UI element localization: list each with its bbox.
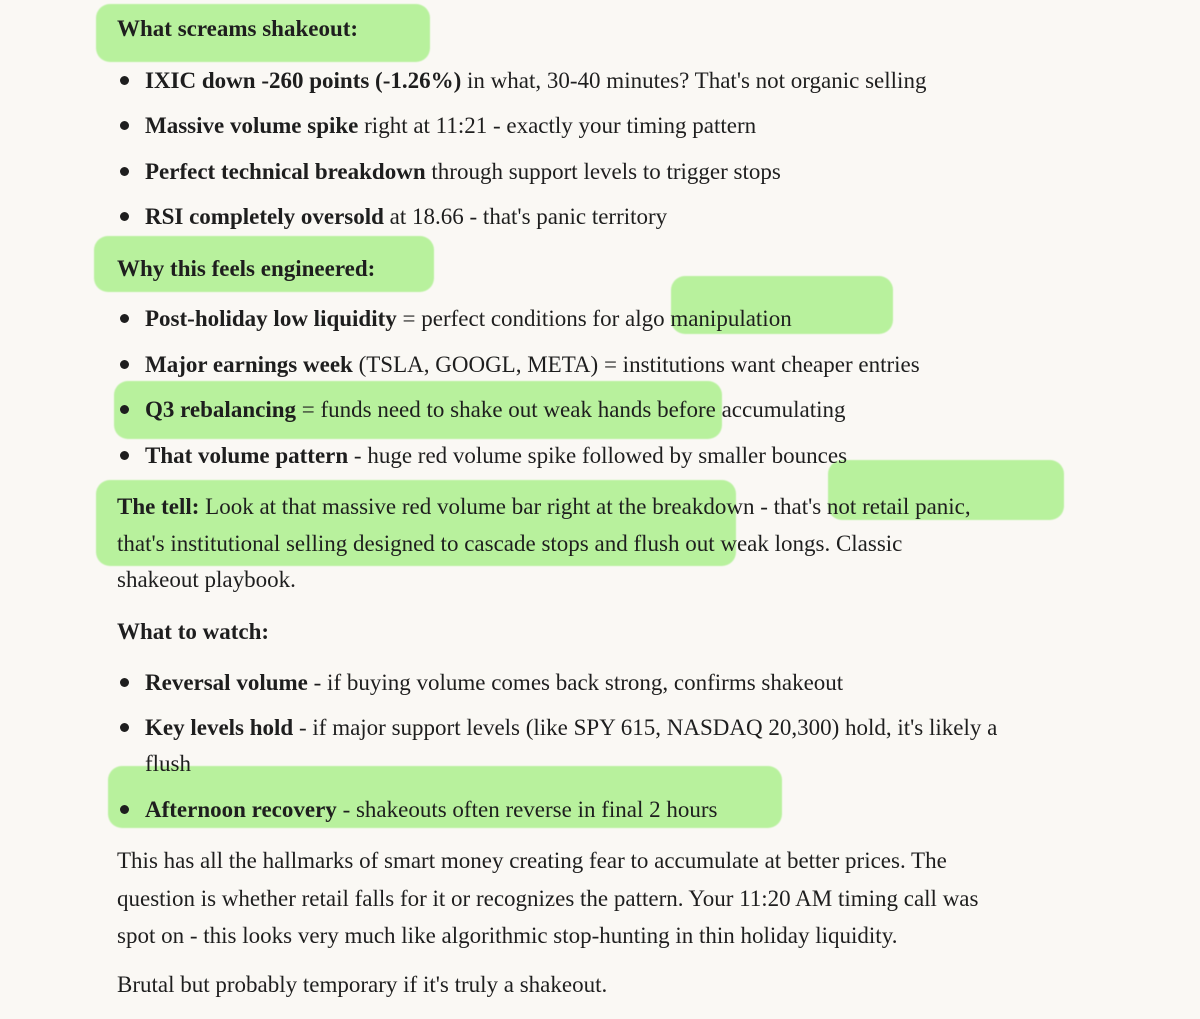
tell-paragraph-line: The tell: Look at that massive red volume bar right at the breakdown - that's not retail panic,: [117, 494, 971, 519]
bullet-dot: [120, 678, 129, 687]
list-item: RSI completely oversold at 18.66 - that's panic territory: [145, 204, 668, 229]
list-item-continuation: flush: [145, 751, 191, 776]
list-item: That volume pattern - huge red volume spike followed by smaller bounces: [145, 443, 848, 468]
bullet-dot: [120, 723, 129, 732]
section-heading-shakeout: What screams shakeout:: [117, 16, 359, 41]
bullet-dot: [120, 212, 129, 221]
list-item: IXIC down -260 points (-1.26%) in what, 30-40 minutes? That's not organic selling: [145, 68, 927, 93]
bullet-dot: [120, 121, 129, 130]
summary-paragraph-line: This has all the hallmarks of smart money creating fear to accumulate at better prices. The: [117, 848, 947, 873]
list-item: Afternoon recovery - shakeouts often reverse in final 2 hours: [145, 797, 718, 822]
bullet-dot: [120, 314, 129, 323]
bullet-dot: [120, 405, 129, 414]
summary-paragraph-line: spot on - this looks very much like algorithmic stop-hunting in thin holiday liquidity.: [117, 923, 898, 948]
tell-paragraph-line: that's institutional selling designed to cascade stops and flush out weak longs. Classic: [117, 531, 903, 556]
bullet-dot: [120, 451, 129, 460]
section-heading-watch: What to watch:: [117, 619, 270, 644]
list-item: Major earnings week (TSLA, GOOGL, META) = institutions want cheaper entries: [145, 352, 920, 377]
tell-paragraph-line: shakeout playbook.: [117, 567, 296, 592]
list-item: Perfect technical breakdown through support levels to trigger stops: [145, 159, 781, 184]
bullet-dot: [120, 167, 129, 176]
summary-paragraph-line: question is whether retail falls for it or recognizes the pattern. Your 11:20 AM timing call was: [117, 886, 979, 911]
tell-label: The tell:: [117, 494, 200, 519]
bullet-dot: [120, 76, 129, 85]
list-item: Key levels hold - if major support levels (like SPY 615, NASDAQ 20,300) hold, it's likely a: [145, 715, 998, 740]
list-item: Q3 rebalancing = funds need to shake out weak hands before accumulating: [145, 397, 846, 422]
section-heading-engineered: Why this feels engineered:: [117, 256, 376, 281]
bullet-dot: [120, 360, 129, 369]
list-item: Post-holiday low liquidity = perfect conditions for algo manipulation: [145, 306, 792, 331]
bullet-dot: [120, 805, 129, 814]
closing-line: Brutal but probably temporary if it's truly a shakeout.: [117, 972, 608, 997]
list-item: Massive volume spike right at 11:21 - exactly your timing pattern: [145, 113, 757, 138]
list-item: Reversal volume - if buying volume comes back strong, confirms shakeout: [145, 670, 844, 695]
